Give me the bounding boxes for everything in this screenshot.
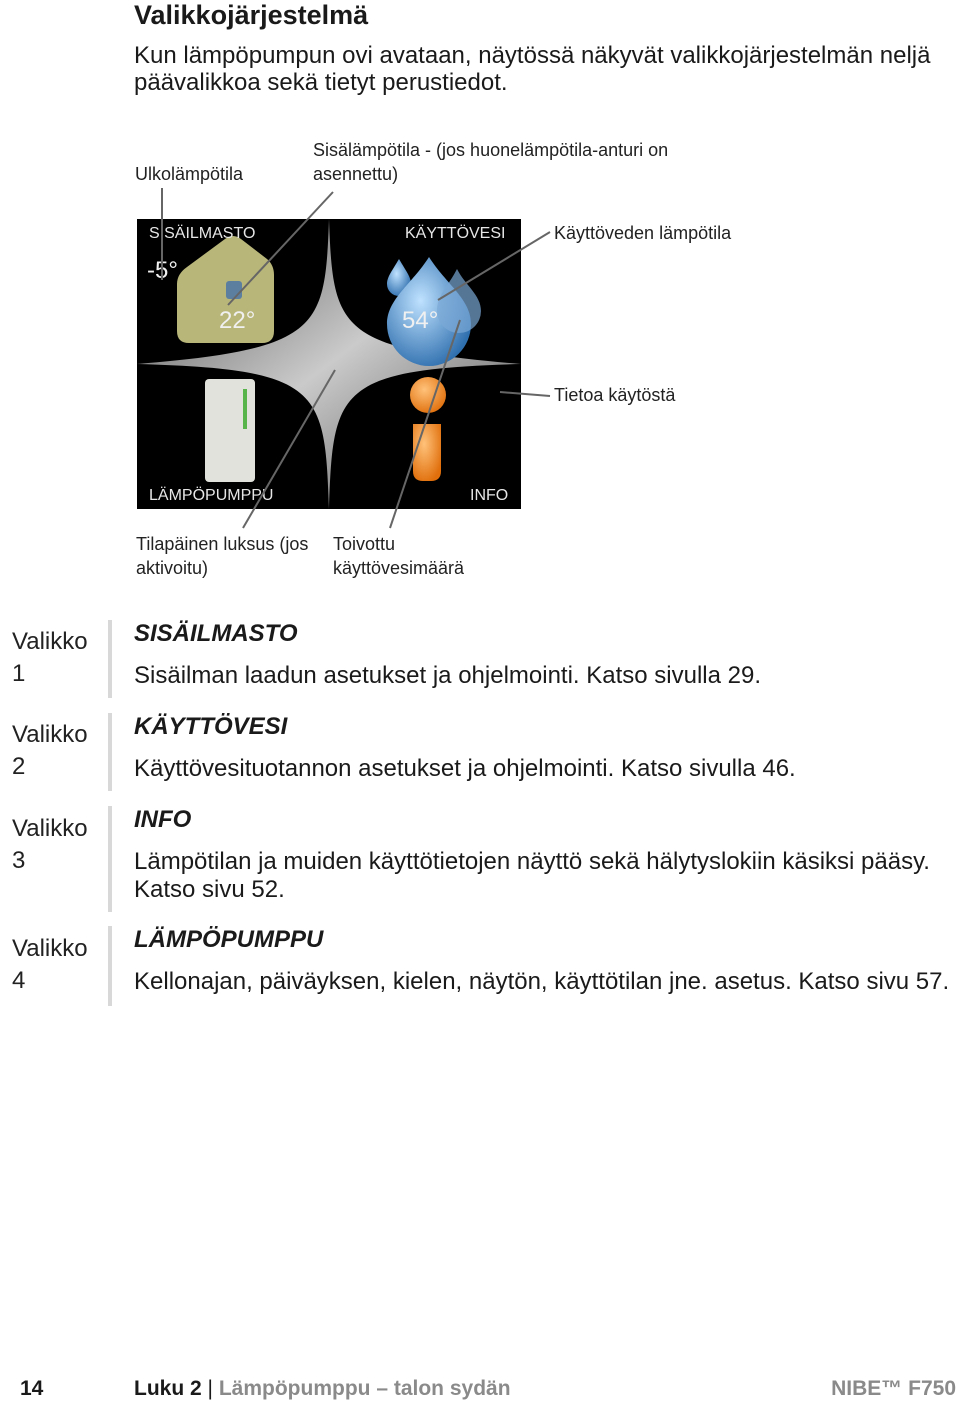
chapter-label: Luku 2 xyxy=(134,1377,202,1400)
annotation-temp-lux: Tilapäinen luksus (jos aktivoitu) xyxy=(136,534,309,578)
menu-4-number: Valikko 4 xyxy=(12,935,88,994)
indoor-temp-value: 22° xyxy=(219,307,256,334)
screen-label-hot-water: KÄYTTÖVESI xyxy=(405,225,506,242)
annotation-hot-water-temp: Käyttöveden lämpötila xyxy=(554,223,732,243)
menu-2-title: KÄYTTÖVESI xyxy=(134,713,288,740)
chapter-separator: | xyxy=(207,1377,213,1400)
leader-lines xyxy=(0,0,960,620)
menu-3-description: Lämpötilan ja muiden käyttötietojen näyttö sekä hälytyslokiin käsiksi pääsy. Katso sivu 52. xyxy=(134,848,930,903)
chapter-title: Lämpöpumppu – talon sydän xyxy=(218,1377,511,1400)
menu-4-divider xyxy=(108,926,112,1006)
intro-paragraph: Kun lämpöpumpun ovi avataan, näytössä näkyvät valikkojärjestelmän neljä päävalikkoa sekä tietyt perustiedot. xyxy=(134,42,931,96)
menu-1-title: SISÄILMASTO xyxy=(134,620,298,647)
screen-label-info: INFO xyxy=(470,487,509,504)
menu-1-description: Sisäilman laadun asetukset ja ohjelmointi. Katso sivulla 29. xyxy=(134,662,762,689)
brand-label: NIBE™ F750 xyxy=(831,1377,956,1400)
menu-3-title: INFO xyxy=(134,806,192,833)
annotation-outdoor-temp: Ulkolämpötila xyxy=(135,164,244,184)
screen-label-heat-pump: LÄMPÖPUMPPU xyxy=(149,487,274,504)
menu-2-description: Käyttövesituotannon asetukset ja ohjelmointi. Katso sivulla 46. xyxy=(134,755,796,782)
menu-2-divider xyxy=(108,713,112,791)
menu-3-number: Valikko 3 xyxy=(12,815,88,874)
menu-3-divider xyxy=(108,806,112,912)
menu-1-number: Valikko 1 xyxy=(12,628,88,687)
menu-1-divider xyxy=(108,620,112,698)
annotation-operation-info: Tietoa käytöstä xyxy=(554,385,676,405)
menu-4-description: Kellonajan, päiväyksen, kielen, näytön, käyttötilan jne. asetus. Katso sivu 57. xyxy=(134,968,950,995)
annotation-indoor-temp: Sisälämpötila - (jos huonelämpötila-anturi on asennettu) xyxy=(313,140,669,184)
water-temp-value: 54° xyxy=(402,307,439,334)
screen-label-indoor: SISÄILMASTO xyxy=(149,225,256,242)
footer-chapter xyxy=(134,1377,511,1401)
outdoor-temp-value: -5° xyxy=(147,257,178,284)
annotation-desired-hot-water: Toivottu käyttövesimäärä xyxy=(333,534,465,578)
section-title: Valikkojärjestelmä xyxy=(134,0,369,30)
menu-4-title: LÄMPÖPUMPPU xyxy=(134,926,324,953)
page-number: 14 xyxy=(20,1377,44,1400)
menu-2-number: Valikko 2 xyxy=(12,721,88,780)
